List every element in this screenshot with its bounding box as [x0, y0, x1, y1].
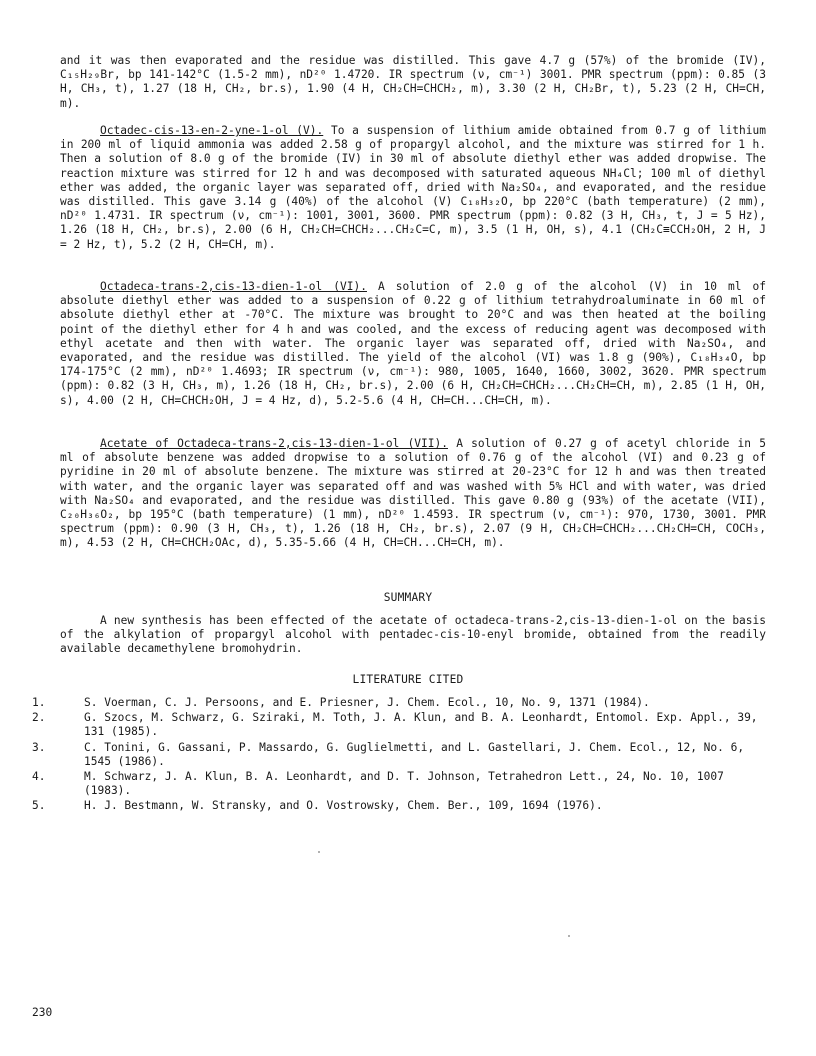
- scan-speck: [568, 935, 570, 937]
- reference-list: [32, 696, 772, 815]
- compound-vii-text: A solution of 0.27 g of acetyl chloride in 5 ml of absolute benzene was added dropwise to a solution of 0.76 g of the alcohol (VI) and 0.23 g of pyridine in 20 ml of absolute benzene. The mixture was stirred at 20-23°C for 12 h and was then treated with water, and the organic layer was separated off and was washed with 5% HCl and with water, was dried with Na₂SO₄ and evaporated, and the residue was distilled. This gave 0.80 g (93%) of the acetate (VII), C₂₀H₃₆O₂, bp 195°C (bath temperature) (1 mm), nD²⁰ 1.4593. IR spectrum (ν, cm⁻¹): 970, 1730, 3001. PMR spectrum (ppm): 0.90 (3 H, CH₃, t), 1.26 (18 H, CH₂, br.s), 2.07 (9 H, CH₂CH=CHCH₂...CH₂CH=CH, COCH₃, m), 4.53 (2 H, CH=CHCH₂OAc, d), 5.35-5.66 (4 H, CH=CH...CH=CH, m).: [60, 437, 766, 550]
- summary-heading: SUMMARY: [383, 591, 433, 604]
- summary-text: A new synthesis has been effected of the acetate of octadeca-trans-2,cis-13-dien-1-ol on the basis of the alkylation of propargyl alcohol with pentadec-cis-10-enyl bromide, obtained from the readily available decamethylene bromohydrin.: [60, 614, 766, 656]
- paragraph-text: and it was then evaporated and the residue was distilled. This gave 4.7 g (57%) of the bromide (IV), C₁₅H₂₉Br, bp 141-142°C (1.5-2 mm), nD²⁰ 1.4720. IR spectrum (ν, cm⁻¹) 3001. PMR spectrum (ppm): 0.85 (3 H, CH₃, t), 1.27 (18 H, CH₂, br.s), 1.90 (4 H, CH₂CH=CHCH₂, m), 3.30 (2 H, CH₂Br, t), 5.23 (2 H, CH=CH, m).: [60, 54, 766, 110]
- page-number: 230: [32, 1006, 53, 1019]
- reference-number: 5.: [32, 799, 46, 813]
- compound-vi-title: Octadeca-trans-2,cis-13-dien-1-ol (VI).: [100, 280, 367, 293]
- reference-text: C. Tonini, G. Gassani, P. Massardo, G. Guglielmetti, and L. Gastellari, J. Chem. Ecol., 12, No. 6, 1545 (1986).: [84, 740, 745, 768]
- summary-paragraph: [60, 614, 766, 657]
- paragraph-compound-v: [60, 124, 766, 252]
- compound-v-title: Octadec-cis-13-en-2-yne-1-ol (V).: [100, 124, 324, 137]
- literature-heading: LITERATURE CITED: [352, 673, 464, 686]
- reference-text: S. Voerman, C. J. Persoons, and E. Priesner, J. Chem. Ecol., 10, No. 9, 1371 (1984).: [84, 696, 650, 709]
- reference-number: 1.: [32, 696, 46, 709]
- paragraph-compound-vi: [60, 280, 766, 408]
- reference-item: [32, 799, 772, 813]
- reference-number: 3.: [32, 740, 46, 754]
- reference-text: M. Schwarz, J. A. Klun, B. A. Leonhardt, and D. T. Johnson, Tetrahedron Lett., 24, No. 10, 1007 (1983).: [84, 770, 724, 798]
- reference-item: [32, 711, 772, 739]
- reference-text: G. Szocs, M. Schwarz, G. Sziraki, M. Toth, J. A. Klun, and B. A. Leonhardt, Entomol. Exp. Appl., 39, 131 (1985).: [84, 711, 758, 739]
- reference-item: [32, 741, 772, 769]
- reference-number: 4.: [32, 770, 46, 784]
- reference-item: [32, 696, 772, 710]
- compound-vii-title: Acetate of Octadeca-trans-2,cis-13-dien-1-ol (VII).: [100, 437, 448, 450]
- paragraph-bromide-continuation: [60, 54, 766, 111]
- reference-item: [32, 770, 772, 798]
- scan-speck: [318, 851, 320, 853]
- compound-vi-text: A solution of 2.0 g of the alcohol (V) in 10 ml of absolute diethyl ether was added to a suspension of 0.22 g of lithium tetrahydroaluminate in 60 ml of absolute diethyl ether at -70°C. The mixture was brought to 20°C and was then heated at the boiling point of the diethyl ether for 4 h and was cooled, and the excess of reducing agent was decomposed with ethyl acetate and then with water. The organic layer was separated off, dried with Na₂SO₄, and evaporated, and the residue was distilled. The yield of the alcohol (VI) was 1.8 g (90%), C₁₈H₃₄O, bp 174-175°C (2 mm), nD²⁰ 1.4693; IR spectrum (ν, cm⁻¹): 980, 1005, 1640, 1660, 3002, 3620. PMR spectrum (ppm): 0.82 (3 H, CH₃, m), 1.26 (18 H, CH₂, br.s), 2.00 (6 H, CH₂CH=CHCH₂...CH₂CH=CH, m), 2.85 (1 H, OH, s), 4.00 (2 H, CH=CHCH₂OH, J = 4 Hz, d), 5.2-5.6 (4 H, CH=CH...CH=CH, m).: [60, 280, 767, 407]
- compound-v-text: To a suspension of lithium amide obtained from 0.7 g of lithium in 200 ml of liquid ammonia was added 2.58 g of propargyl alcohol, and the mixture was stirred for 1 h. Then a solution of 8.0 g of the bromide (IV) in 30 ml of absolute diethyl ether was added dropwise. The reaction mixture was stirred for 12 h and was decomposed with saturated aqueous NH₄Cl; 100 ml of diethyl ether was added, the organic layer was separated off, dried with Na₂SO₄, and evaporated, and the residue was distilled. This gave 3.14 g (40%) of the alcohol (V) C₁₈H₃₂O, bp 220°C (bath temperature) (2 mm), nD²⁰ 1.4731. IR spectrum (ν, cm⁻¹): 1001, 3001, 3600. PMR spectrum (ppm): 0.82 (3 H, CH₃, t, J = 5 Hz), 1.26 (18 H, CH₂, br.s), 2.00 (6 H, CH₂CH=CHCH₂...CH₂C=C, m), 3.5 (1 H, OH, s), 4.1 (CH₂C≡CCH₂OH, 2 H, J = 2 Hz, t), 5.2 (2 H, CH=CH, m).: [60, 124, 766, 251]
- reference-number: 2.: [32, 711, 46, 725]
- reference-text: H. J. Bestmann, W. Stransky, and O. Vostrowsky, Chem. Ber., 109, 1694 (1976).: [84, 799, 603, 813]
- paragraph-compound-vii: [60, 437, 766, 551]
